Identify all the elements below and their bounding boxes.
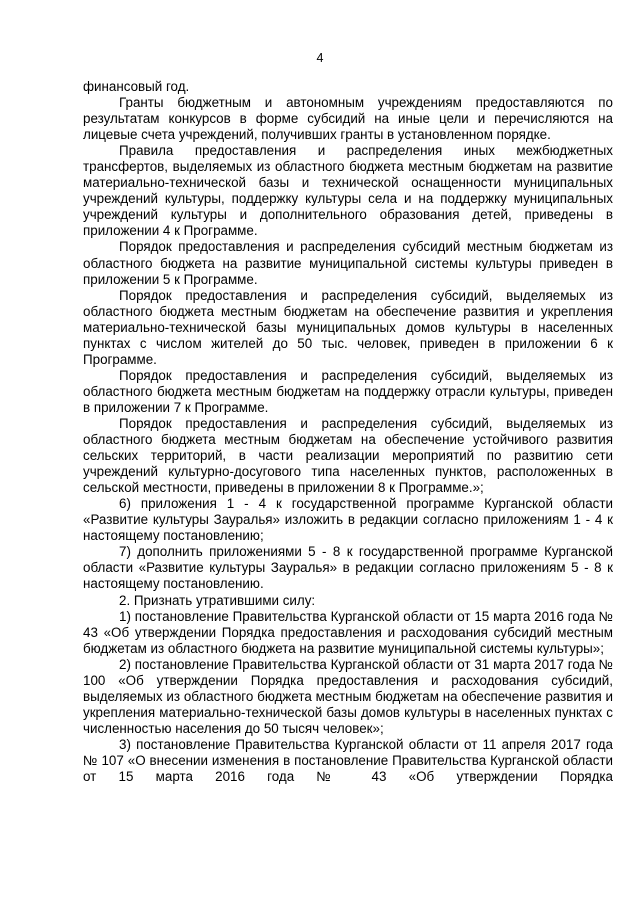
paragraph-item-6: 6) приложения 1 - 4 к государственной программе Курганской области «Развитие культуры Зауралья» изложить в редакции согласно приложениям 1 - 4 к настоящему постановлению;: [83, 496, 613, 544]
paragraph-grants: Гранты бюджетным и автономным учреждениям предоставляются по результатам конкурсов в форме субсидий на иные цели и перечисляются на лицевые счета учреждений, получивших гранты в установленном порядке.: [83, 95, 613, 143]
paragraph-continuation: финансовый год.: [83, 79, 190, 94]
paragraph-rules-interbudget-transfers: Правила предоставления и распределения иных межбюджетных трансфертов, выделяемых из областного бюджета местным бюджетам на развитие материально-технической базы и технической оснащенности муниципальных учреждений культуры, поддержку культуры села и на поддержку муниципальных учреждений культуры и дополнительного образования детей, приведены в приложении 4 к Программе.: [83, 143, 613, 239]
paragraph-item-7: 7) дополнить приложениями 5 - 8 к государственной программе Курганской области «Развитие культуры Зауралья» в редакции согласно приложениям 5 - 8 к настоящему постановлению.: [83, 544, 613, 592]
paragraph-repealed-3: 3) постановление Правительства Курганской области от 11 апреля 2017 года № 107 «О внесении изменения в постановление Правительства Курганской области от 15 марта 2016 года № 43 «Об утверждении Порядка: [83, 736, 613, 785]
paragraph-repealed-2: 2) постановление Правительства Курганской области от 31 марта 2017 года № 100 «Об утверждении Порядка предоставления и расходования субсидий, выделяемых из областного бюджета местным бюджетам на обеспечение развития и укрепления материально-технической базы домов культуры в населенных пунктах с численностью населения до 50 тысяч человек»;: [83, 656, 613, 736]
paragraph-procedure-appendix-6: Порядок предоставления и распределения субсидий, выделяемых из областного бюджета местным бюджетам на обеспечение развития и укрепления материально-технической базы муниципальных домов культуры в населенных пунктах с числом жителей до 50 тыс. человек, приведен в приложении 6 к Программе.: [83, 287, 613, 367]
paragraph-procedure-appendix-8: Порядок предоставления и распределения субсидий, выделяемых из областного бюджета местным бюджетам на обеспечение устойчивого развития сельских территорий, в части реализации мероприятий по развитию сети учреждений культурно-досугового типа населенных пунктов, расположенных в сельской местности, приведены в приложении 8 к Программе.»;: [83, 415, 613, 496]
paragraph-section-2: 2. Признать утратившими силу:: [119, 592, 316, 608]
document-body: [83, 79, 613, 785]
paragraph-procedure-appendix-5: Порядок предоставления и распределения субсидий местным бюджетам из областного бюджета на развитие муниципальной системы культуры приведен в приложении 5 к Программе.: [83, 239, 613, 287]
page-number: 4: [316, 51, 324, 65]
paragraph-repealed-1: 1) постановление Правительства Курганской области от 15 марта 2016 года № 43 «Об утверждении Порядка предоставления и расходования субсидий местным бюджетам из областного бюджета на развитие муниципальной системы культуры»;: [83, 608, 613, 656]
paragraph-procedure-appendix-7: Порядок предоставления и распределения субсидий, выделяемых из областного бюджета местным бюджетам на поддержку отрасли культуры, приведен в приложении 7 к Программе.: [83, 367, 613, 415]
